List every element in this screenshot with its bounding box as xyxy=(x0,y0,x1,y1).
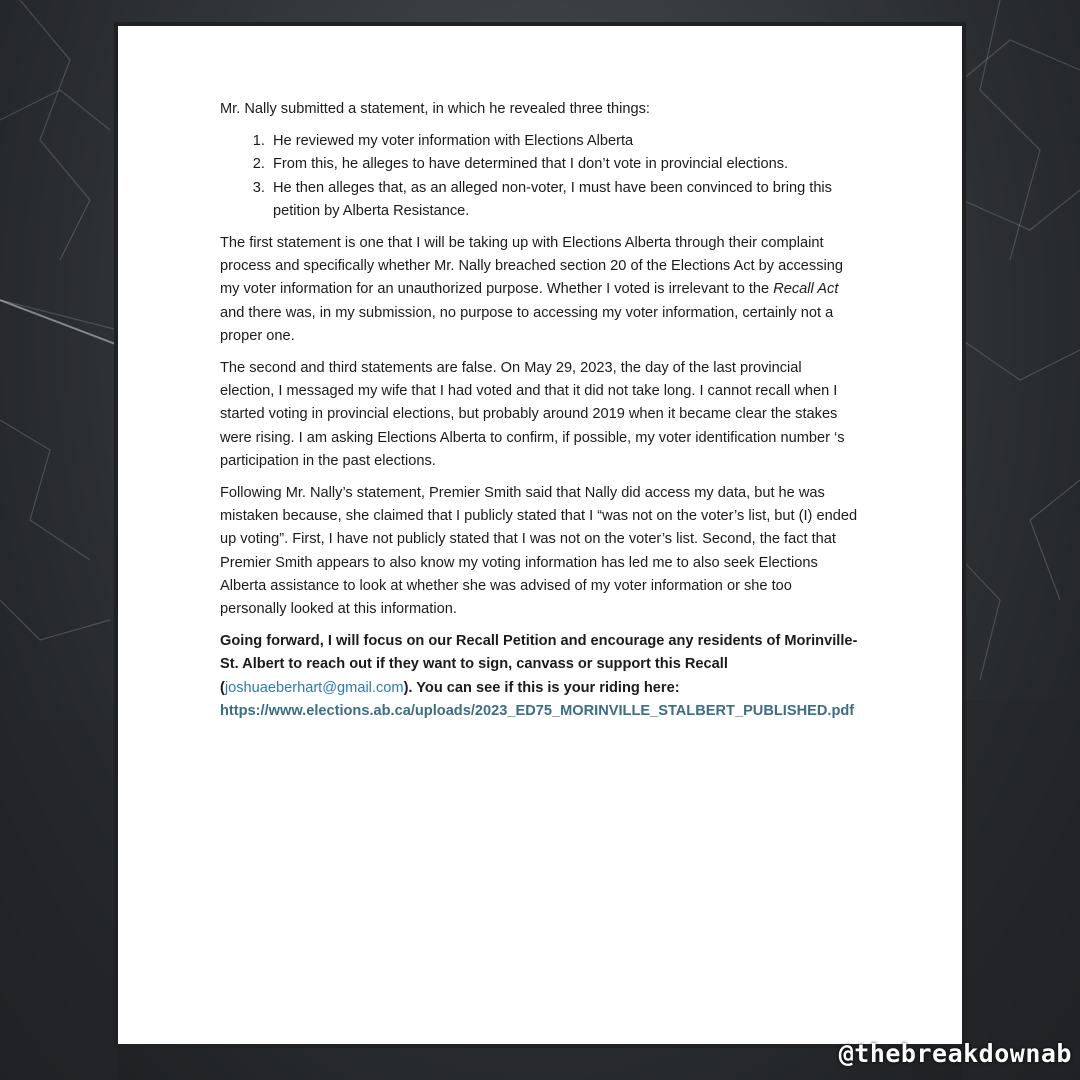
paragraph-text: and there was, in my submission, no purpose to accessing my voter information, certainly not a proper one. xyxy=(220,304,834,344)
intro-paragraph: Mr. Nally submitted a statement, in which he revealed three things: xyxy=(220,101,650,117)
paragraph-second-third: The second and third statements are false. On May 29, 2023, the day of the last provincial election, I messaged my wife that I had voted and that it did not take long. I cannot recall when I started voting in provincial elections, but probably around 2019 when it became clear the stakes were rising. I am asking Elections Alberta to confirm, if possible, my voter identification number ‘s participation in the past elections. xyxy=(220,360,845,469)
watermark-handle: @thebreakdownab xyxy=(838,1039,1072,1068)
recall-act-italic: Recall Act xyxy=(773,281,839,298)
paragraph-going-forward xyxy=(220,630,860,723)
paragraph-text: The first statement is one that I will be taking up with Elections Alberta through their complaint process and specifically whether Mr. Nally breached section 20 of the Elections Act by accessing my voter information for an unauthorized purpose. Whether I voted is irrelevant to the xyxy=(220,235,843,298)
paragraph-text: ). You can see if this is your riding here: xyxy=(403,679,680,696)
email-link[interactable]: joshuaeberhart@gmail.com xyxy=(224,679,404,696)
list-item: 1. He reviewed my voter information with Elections Alberta xyxy=(269,130,860,153)
paragraph-first-statement xyxy=(220,232,860,348)
list-item: 3. He then alleges that, as an alleged non-voter, I must have been convinced to bring this petition by Alberta Resistance. xyxy=(269,177,860,223)
document-body xyxy=(220,98,860,732)
statement-list xyxy=(220,130,860,223)
document-page xyxy=(118,26,962,1044)
paragraph-text: Going forward, I will focus on our Recall Petition and encourage any residents of Morinville-St. Albert to reach out if they want to sign, canvass or support this Recall ( xyxy=(220,633,858,696)
list-item: 2. From this, he alleges to have determined that I don’t vote in provincial elections. xyxy=(269,153,860,176)
riding-url-link[interactable]: https://www.elections.ab.ca/uploads/2023_ED75_MORINVILLE_STALBERT_PUBLISHED.pdf xyxy=(220,702,855,719)
paragraph-premier-smith: Following Mr. Nally’s statement, Premier Smith said that Nally did access my data, but he was mistaken because, she claimed that I publicly stated that I “was not on the voter’s list, but (I) ended up voting”. First, I have not publicly stated that I was not on the voter’s list. Second, the fact that Premier Smith appears to also know my voting information has led me to also seek Elections Alberta assistance to look at whether she was advised of my voter information or she too personally looked at this information. xyxy=(220,485,858,618)
